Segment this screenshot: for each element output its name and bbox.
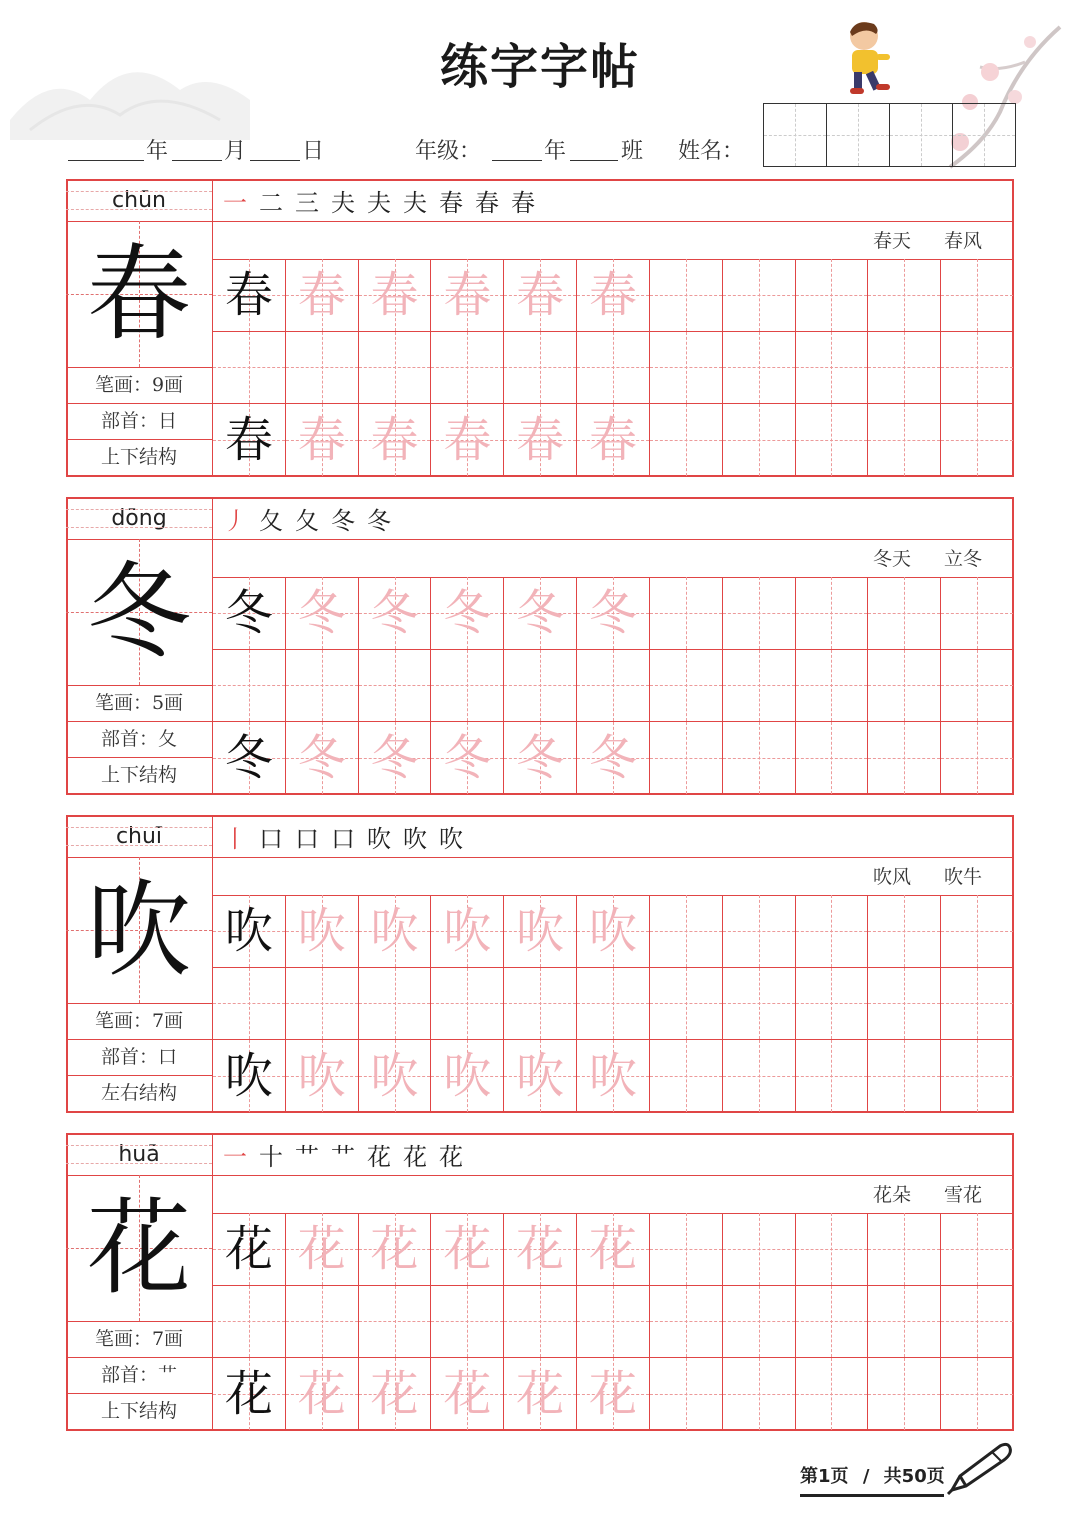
practice-cell[interactable]	[723, 895, 796, 968]
practice-cell[interactable]	[650, 650, 723, 723]
stroke-count: 笔画：7画	[66, 1003, 212, 1040]
practice-cell[interactable]	[868, 895, 941, 968]
radical: 部首：夂	[66, 721, 212, 758]
trace-character: 花	[297, 1221, 346, 1277]
pinyin: chūn	[66, 179, 212, 222]
stroke-order-step: 三	[295, 188, 319, 217]
footer-underline	[800, 1494, 944, 1497]
trace-character: 春	[443, 412, 492, 469]
trace-character: 花	[516, 1221, 565, 1277]
trace-character: 吹	[588, 1048, 637, 1105]
trace-cell[interactable]	[504, 1040, 577, 1113]
trace-cell[interactable]	[359, 577, 432, 650]
model-character: 吹	[86, 869, 191, 991]
name-box[interactable]	[890, 104, 953, 166]
practice-cell[interactable]	[796, 577, 869, 650]
practice-cell[interactable]	[868, 1286, 941, 1359]
example-word: 吹牛	[944, 866, 983, 888]
trace-cell[interactable]	[577, 1213, 650, 1286]
practice-cell[interactable]	[723, 1213, 796, 1286]
practice-cell[interactable]	[796, 650, 869, 723]
example-word: 春风	[944, 230, 983, 252]
practice-cell[interactable]	[796, 259, 869, 332]
trace-cell[interactable]	[359, 259, 432, 332]
trace-character: 春	[443, 267, 492, 323]
trace-cell[interactable]	[504, 1358, 577, 1431]
trace-character: 冬	[516, 730, 565, 787]
practice-cell[interactable]	[868, 968, 941, 1041]
trace-character: 春	[588, 412, 637, 469]
practice-grid	[213, 259, 1014, 477]
trace-character: 冬	[370, 585, 419, 641]
trace-character: 冬	[297, 730, 346, 787]
trace-character: 吹	[443, 903, 492, 959]
stroke-order-step: 花	[403, 1142, 427, 1171]
trace-character: 春	[370, 412, 419, 469]
practice-cell[interactable]	[868, 1358, 941, 1431]
model-character-small: 春	[224, 267, 273, 323]
stroke-order-step: 春	[439, 188, 463, 217]
stroke-order-step: 夫	[367, 188, 391, 217]
example-word: 冬天	[873, 548, 912, 570]
practice-cell[interactable]	[796, 1213, 869, 1286]
stroke-order-step: 冬	[367, 506, 391, 535]
structure: 上下结构	[100, 764, 177, 786]
practice-cell[interactable]	[577, 332, 650, 405]
character-block	[66, 497, 1014, 795]
practice-cell[interactable]	[723, 1040, 796, 1113]
stroke-order-step: 二	[259, 188, 283, 217]
grade-class-label: 班	[621, 139, 644, 164]
practice-cell[interactable]	[868, 1213, 941, 1286]
trace-character: 冬	[588, 585, 637, 641]
practice-cell[interactable]	[796, 332, 869, 405]
trace-character: 春	[297, 412, 346, 469]
practice-cell[interactable]	[359, 650, 432, 723]
practice-cell[interactable]	[213, 895, 286, 968]
trace-cell[interactable]	[286, 1040, 359, 1113]
trace-character: 花	[516, 1366, 565, 1423]
name-box[interactable]	[764, 104, 827, 166]
practice-cell[interactable]	[650, 577, 723, 650]
model-character: 冬	[86, 551, 191, 673]
example-words-row	[213, 539, 1014, 578]
practice-cell[interactable]	[723, 1286, 796, 1359]
example-word: 雪花	[944, 1184, 983, 1206]
example-words-row	[213, 1175, 1014, 1214]
practice-cell[interactable]	[941, 895, 1014, 968]
stroke-order-step: 艹	[331, 1142, 355, 1171]
practice-cell[interactable]	[941, 968, 1014, 1041]
practice-cell[interactable]	[213, 1213, 286, 1286]
trace-character: 吹	[443, 1048, 492, 1105]
stroke-order-step: 夫	[403, 188, 427, 217]
practice-cell[interactable]	[723, 577, 796, 650]
trace-cell[interactable]	[286, 577, 359, 650]
character-info-column	[66, 1133, 213, 1431]
trace-cell[interactable]	[431, 1358, 504, 1431]
trace-cell[interactable]	[504, 895, 577, 968]
pen-icon	[946, 1440, 1016, 1496]
practice-grid	[213, 895, 1014, 1113]
practice-cell[interactable]	[941, 259, 1014, 332]
stroke-order-step: 吹	[367, 824, 391, 853]
month-line[interactable]	[172, 160, 222, 161]
practice-grid	[213, 1213, 1014, 1431]
trace-character: 吹	[370, 1048, 419, 1105]
practice-cell[interactable]	[431, 332, 504, 405]
practice-cell[interactable]	[723, 259, 796, 332]
practice-cell[interactable]	[868, 404, 941, 477]
grade-year-label: 年	[544, 139, 567, 164]
structure: 上下结构	[100, 446, 177, 468]
trace-cell[interactable]	[286, 404, 359, 477]
name-box[interactable]	[953, 104, 1015, 166]
practice-cell[interactable]	[213, 650, 286, 723]
practice-cell[interactable]	[941, 1213, 1014, 1286]
practice-cell[interactable]	[577, 968, 650, 1041]
trace-cell[interactable]	[286, 895, 359, 968]
model-character: 花	[86, 1187, 191, 1309]
stroke-order-step: 十	[259, 1142, 283, 1171]
stroke-order-step: 口	[331, 824, 355, 853]
trace-character: 冬	[588, 730, 637, 787]
example-words-row	[213, 857, 1014, 896]
model-character-small: 吹	[224, 903, 273, 959]
trace-cell[interactable]	[577, 1358, 650, 1431]
stroke-order-step: 夫	[331, 188, 355, 217]
practice-cell[interactable]	[650, 404, 723, 477]
example-words-row	[213, 221, 1014, 260]
pinyin: huā	[66, 1133, 212, 1176]
year-label: 年	[146, 139, 169, 164]
practice-cell[interactable]	[213, 968, 286, 1041]
trace-character: 冬	[297, 585, 346, 641]
trace-character: 吹	[516, 1048, 565, 1105]
model-character-small: 冬	[224, 585, 273, 641]
practice-cell[interactable]	[723, 968, 796, 1041]
practice-cell[interactable]	[650, 1358, 723, 1431]
stroke-order-row	[213, 497, 1014, 540]
stroke-order-step: 花	[367, 1142, 391, 1171]
trace-character: 冬	[443, 730, 492, 787]
radical: 部首：日	[66, 403, 212, 440]
trace-character: 春	[516, 412, 565, 469]
example-word: 春天	[873, 230, 912, 252]
page-total: 共50页	[883, 1466, 945, 1487]
stroke-order-step: 艹	[295, 1142, 319, 1171]
trace-cell[interactable]	[359, 1213, 432, 1286]
trace-cell[interactable]	[431, 895, 504, 968]
practice-cell[interactable]	[359, 1286, 432, 1359]
trace-character: 春	[516, 267, 565, 323]
month-label: 月	[224, 139, 247, 164]
practice-cell[interactable]	[213, 332, 286, 405]
model-character-small: 春	[224, 412, 273, 469]
practice-cell[interactable]	[941, 1040, 1014, 1113]
stroke-order-step: 吹	[439, 824, 463, 853]
stroke-order-step: 吹	[403, 824, 427, 853]
practice-cell[interactable]	[213, 577, 286, 650]
name-box[interactable]	[827, 104, 890, 166]
trace-cell[interactable]	[286, 722, 359, 795]
name-label: 姓名：	[678, 139, 745, 164]
practice-cell[interactable]	[941, 722, 1014, 795]
stroke-order-step: 夂	[295, 506, 319, 535]
stroke-order-step: 夂	[259, 506, 283, 535]
example-word: 花朵	[873, 1184, 912, 1206]
trace-character: 冬	[443, 585, 492, 641]
page-indicator	[800, 1462, 945, 1488]
stroke-order-step: 口	[259, 824, 283, 853]
practice-cell[interactable]	[577, 650, 650, 723]
radical: 部首：口	[66, 1039, 212, 1076]
practice-cell[interactable]	[941, 404, 1014, 477]
trace-character: 春	[297, 267, 346, 323]
trace-cell[interactable]	[431, 722, 504, 795]
practice-cell[interactable]	[213, 404, 286, 477]
trace-character: 花	[370, 1221, 419, 1277]
model-character-cell	[66, 857, 212, 1004]
trace-cell[interactable]	[431, 1213, 504, 1286]
practice-cell[interactable]	[723, 332, 796, 405]
page-title: 练字字帖	[439, 39, 640, 95]
practice-cell[interactable]	[796, 895, 869, 968]
grade-year-line[interactable]	[492, 160, 542, 161]
trace-cell[interactable]	[359, 404, 432, 477]
stroke-order-step: 口	[295, 824, 319, 853]
practice-cell[interactable]	[650, 722, 723, 795]
page-separator: /	[862, 1466, 870, 1487]
trace-cell[interactable]	[431, 1040, 504, 1113]
practice-cell[interactable]	[941, 332, 1014, 405]
practice-cell[interactable]	[504, 650, 577, 723]
example-word: 立冬	[944, 548, 983, 570]
stroke-order-step: 丿	[223, 506, 247, 535]
grade-label: 年级：	[415, 139, 482, 164]
practice-cell[interactable]	[650, 259, 723, 332]
trace-cell[interactable]	[359, 722, 432, 795]
practice-cell[interactable]	[213, 722, 286, 795]
practice-cell[interactable]	[431, 650, 504, 723]
trace-cell[interactable]	[577, 404, 650, 477]
trace-character: 春	[588, 267, 637, 323]
practice-cell[interactable]	[868, 1040, 941, 1113]
practice-cell[interactable]	[213, 1040, 286, 1113]
practice-cell[interactable]	[359, 332, 432, 405]
practice-cell[interactable]	[286, 332, 359, 405]
trace-cell[interactable]	[359, 1358, 432, 1431]
trace-cell[interactable]	[359, 1040, 432, 1113]
stroke-order-step: 春	[511, 188, 535, 217]
practice-cell[interactable]	[796, 404, 869, 477]
practice-cell[interactable]	[723, 722, 796, 795]
practice-cell[interactable]	[868, 577, 941, 650]
practice-cell[interactable]	[650, 1286, 723, 1359]
trace-character: 花	[297, 1366, 346, 1423]
practice-cell[interactable]	[504, 332, 577, 405]
practice-cell[interactable]	[286, 968, 359, 1041]
stroke-order-step: 冬	[331, 506, 355, 535]
model-character-small: 花	[224, 1366, 273, 1423]
practice-cell[interactable]	[868, 259, 941, 332]
trace-cell[interactable]	[577, 577, 650, 650]
practice-cell[interactable]	[286, 1286, 359, 1359]
page-number: 第1页	[800, 1466, 849, 1487]
practice-cell[interactable]	[868, 722, 941, 795]
structure: 左右结构	[100, 1082, 177, 1104]
trace-cell[interactable]	[504, 1213, 577, 1286]
trace-cell[interactable]	[504, 722, 577, 795]
trace-cell[interactable]	[431, 259, 504, 332]
day-line[interactable]	[250, 160, 300, 161]
trace-cell[interactable]	[431, 577, 504, 650]
trace-cell[interactable]	[504, 577, 577, 650]
pinyin: dōng	[66, 497, 212, 540]
trace-character: 吹	[370, 903, 419, 959]
practice-cell[interactable]	[941, 1286, 1014, 1359]
stroke-order-step: 春	[475, 188, 499, 217]
day-label: 日	[302, 139, 325, 164]
trace-character: 吹	[588, 903, 637, 959]
practice-grid	[213, 577, 1014, 795]
stroke-count: 笔画：5画	[66, 685, 212, 722]
practice-cell[interactable]	[504, 1286, 577, 1359]
practice-cell[interactable]	[650, 332, 723, 405]
character-block	[66, 1133, 1014, 1431]
character-info-column	[66, 497, 213, 795]
practice-cell[interactable]	[213, 1358, 286, 1431]
practice-cell[interactable]	[796, 722, 869, 795]
stroke-order-step: 一	[223, 1142, 247, 1171]
character-block	[66, 179, 1014, 477]
trace-cell[interactable]	[577, 895, 650, 968]
name-boxes[interactable]	[763, 103, 1016, 167]
stroke-order-row	[213, 179, 1014, 222]
structure: 上下结构	[100, 1400, 177, 1422]
practice-cell[interactable]	[941, 650, 1014, 723]
trace-character: 花	[588, 1221, 637, 1277]
trace-character: 春	[370, 267, 419, 323]
stroke-count: 笔画：9画	[66, 367, 212, 404]
grade-class-line[interactable]	[570, 160, 618, 161]
model-character-small: 花	[224, 1221, 273, 1277]
trace-cell[interactable]	[577, 1040, 650, 1113]
year-line[interactable]	[68, 160, 144, 161]
trace-cell[interactable]	[577, 259, 650, 332]
trace-character: 冬	[370, 730, 419, 787]
trace-character: 吹	[297, 903, 346, 959]
radical: 部首：艹	[66, 1357, 212, 1394]
practice-cell[interactable]	[868, 332, 941, 405]
practice-cell[interactable]	[650, 895, 723, 968]
pinyin: chuī	[66, 815, 212, 858]
model-character-cell	[66, 1175, 212, 1322]
trace-cell[interactable]	[431, 404, 504, 477]
model-character-cell	[66, 221, 212, 368]
trace-cell[interactable]	[286, 259, 359, 332]
example-word: 吹风	[873, 866, 912, 888]
trace-cell[interactable]	[286, 1358, 359, 1431]
trace-character: 冬	[516, 585, 565, 641]
model-character-small: 冬	[224, 730, 273, 787]
trace-character: 吹	[516, 903, 565, 959]
practice-cell[interactable]	[796, 1358, 869, 1431]
stroke-order-step: 丨	[223, 824, 247, 853]
trace-cell[interactable]	[577, 722, 650, 795]
practice-cell[interactable]	[577, 1286, 650, 1359]
stroke-count: 笔画：7画	[66, 1321, 212, 1358]
character-info-column	[66, 179, 213, 477]
stroke-order-row	[213, 815, 1014, 858]
character-block	[66, 815, 1014, 1113]
trace-cell[interactable]	[504, 404, 577, 477]
practice-cell[interactable]	[723, 650, 796, 723]
practice-cell[interactable]	[213, 1286, 286, 1359]
practice-cell[interactable]	[359, 968, 432, 1041]
practice-cell[interactable]	[868, 650, 941, 723]
practice-cell[interactable]	[650, 1040, 723, 1113]
practice-cell[interactable]	[504, 968, 577, 1041]
stroke-order-step: 一	[223, 188, 247, 217]
model-character: 春	[86, 233, 191, 355]
trace-cell[interactable]	[286, 1213, 359, 1286]
trace-character: 花	[588, 1366, 637, 1423]
trace-character: 吹	[297, 1048, 346, 1105]
trace-character: 花	[443, 1221, 492, 1277]
trace-character: 花	[370, 1366, 419, 1423]
practice-cell[interactable]	[941, 577, 1014, 650]
trace-cell[interactable]	[504, 259, 577, 332]
practice-cell[interactable]	[796, 1286, 869, 1359]
practice-cell[interactable]	[723, 1358, 796, 1431]
trace-character: 花	[443, 1366, 492, 1423]
model-character-cell	[66, 539, 212, 686]
practice-cell[interactable]	[650, 1213, 723, 1286]
practice-cell[interactable]	[723, 404, 796, 477]
practice-cell[interactable]	[431, 1286, 504, 1359]
stroke-order-step: 花	[439, 1142, 463, 1171]
trace-cell[interactable]	[359, 895, 432, 968]
stroke-order-row	[213, 1133, 1014, 1176]
practice-cell[interactable]	[941, 1358, 1014, 1431]
character-info-column	[66, 815, 213, 1113]
model-character-small: 吹	[224, 1048, 273, 1105]
practice-cell[interactable]	[796, 968, 869, 1041]
practice-cell[interactable]	[431, 968, 504, 1041]
practice-cell[interactable]	[213, 259, 286, 332]
practice-cell[interactable]	[650, 968, 723, 1041]
practice-cell[interactable]	[286, 650, 359, 723]
practice-cell[interactable]	[796, 1040, 869, 1113]
